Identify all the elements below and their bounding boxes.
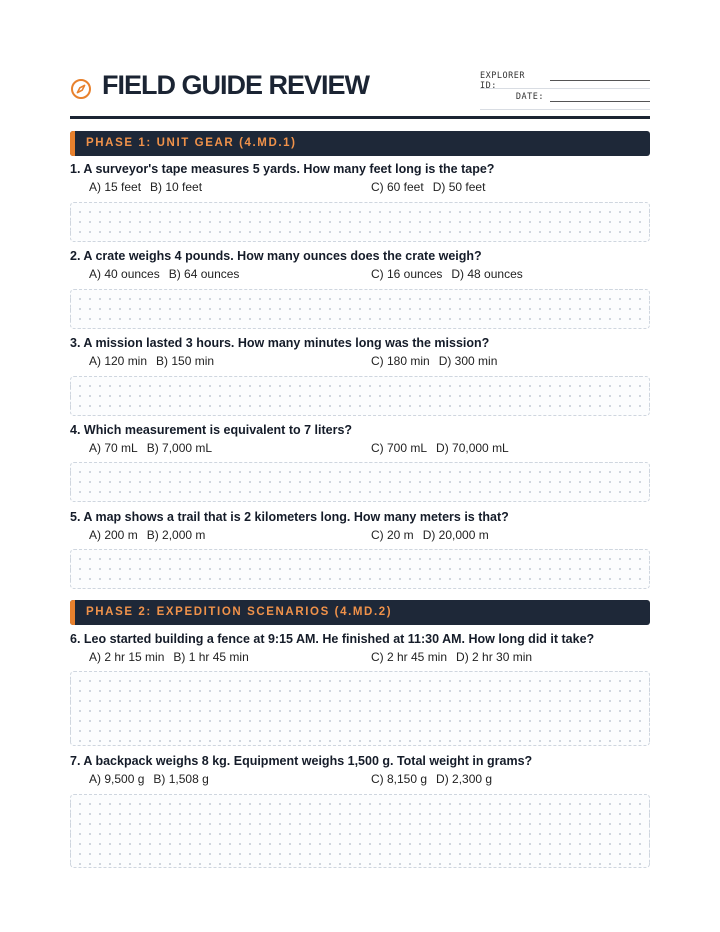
work-area[interactable] [70,289,650,329]
page-header [70,62,650,114]
option-b[interactable]: B) 1 hr 45 min [173,650,249,664]
option-a[interactable]: A) 200 m [89,528,138,542]
date-label: DATE: [515,92,544,102]
answer-options [70,528,650,546]
question-2 [70,249,650,285]
option-c[interactable]: C) 8,150 g [371,772,428,786]
question-text: 2. A crate weighs 4 pounds. How many ounces does the crate weigh? [70,249,482,263]
option-d[interactable]: D) 2 hr 30 min [456,650,533,664]
option-c[interactable]: C) 20 m [371,528,414,542]
answer-options [70,180,650,198]
option-a[interactable]: A) 2 hr 15 min [89,650,165,664]
question-text: 6. Leo started building a fence at 9:15 AM. He finished at 11:30 AM. How long did it take? [70,632,595,646]
page-title: FIELD GUIDE REVIEW [102,70,370,100]
phase-2-title: PHASE 2: EXPEDITION SCENARIOS (4.MD.2) [86,606,393,618]
option-d[interactable]: D) 70,000 mL [436,441,509,455]
work-area[interactable] [70,376,650,416]
question-7 [70,754,650,790]
explorer-id-row [480,68,650,89]
option-c[interactable]: C) 700 mL [371,441,428,455]
question-text: 4. Which measurement is equivalent to 7 liters? [70,423,353,437]
phase-2-banner [70,600,650,625]
phase-1-banner [70,131,650,156]
question-3 [70,336,650,372]
option-a[interactable]: A) 40 ounces [89,267,160,281]
question-text: 7. A backpack weighs 8 kg. Equipment weighs 1,500 g. Total weight in grams? [70,754,533,768]
question-5 [70,510,650,546]
option-b[interactable]: B) 1,508 g [153,772,209,786]
answer-options [70,441,650,459]
option-c[interactable]: C) 180 min [371,354,430,368]
option-b[interactable]: B) 2,000 m [146,528,206,542]
question-4 [70,423,650,459]
question-1 [70,162,650,198]
option-c[interactable]: C) 16 ounces [371,267,443,281]
compass-icon [70,78,92,100]
option-c[interactable]: C) 2 hr 45 min [371,650,448,664]
work-area[interactable] [70,794,650,868]
explorer-info [480,68,650,110]
option-b[interactable]: B) 7,000 mL [146,441,213,455]
work-area[interactable] [70,462,650,502]
answer-options [70,772,650,790]
question-6 [70,632,650,668]
date-row [480,89,650,110]
question-text: 1. A surveyor's tape measures 5 yards. How many feet long is the tape? [70,162,495,176]
work-area[interactable] [70,549,650,589]
explorer-id-label: EXPLORER ID: [480,71,525,91]
answer-options [70,267,650,285]
option-d[interactable]: D) 20,000 m [422,528,489,542]
date-field[interactable] [550,101,650,102]
option-d[interactable]: D) 50 feet [432,180,486,194]
phase-1-title: PHASE 1: UNIT GEAR (4.MD.1) [86,137,297,149]
header-divider [70,116,650,119]
explorer-id-field[interactable] [550,80,650,81]
work-area[interactable] [70,202,650,242]
work-area[interactable] [70,671,650,746]
option-b[interactable]: B) 150 min [156,354,215,368]
answer-options [70,650,650,668]
option-c[interactable]: C) 60 feet [371,180,424,194]
option-a[interactable]: A) 120 min [89,354,148,368]
option-b[interactable]: B) 10 feet [150,180,203,194]
option-d[interactable]: D) 300 min [438,354,498,368]
option-d[interactable]: D) 2,300 g [436,772,493,786]
option-a[interactable]: A) 9,500 g [89,772,145,786]
option-d[interactable]: D) 48 ounces [451,267,523,281]
answer-options [70,354,650,372]
option-a[interactable]: A) 15 feet [89,180,142,194]
option-a[interactable]: A) 70 mL [89,441,138,455]
question-text: 5. A map shows a trail that is 2 kilometers long. How many meters is that? [70,510,509,524]
option-b[interactable]: B) 64 ounces [168,267,240,281]
question-text: 3. A mission lasted 3 hours. How many minutes long was the mission? [70,336,490,350]
